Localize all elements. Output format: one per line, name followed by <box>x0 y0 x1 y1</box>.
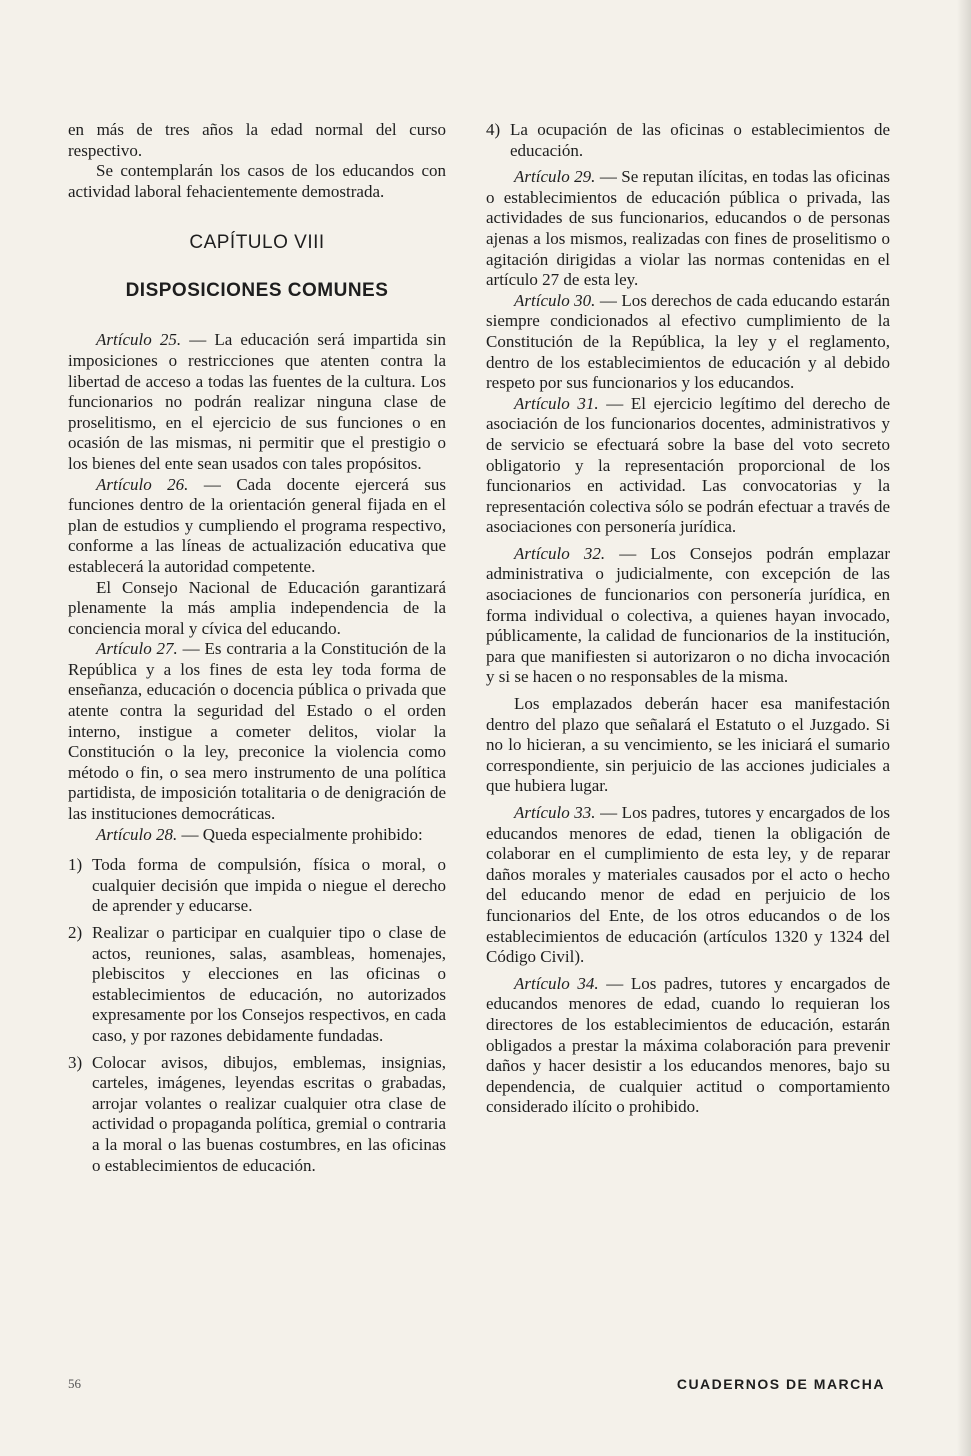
list-item <box>68 1053 446 1177</box>
publication-name: CUADERNOS DE MARCHA <box>676 1376 885 1392</box>
article-27 <box>68 639 446 824</box>
article-label: Artículo 27. <box>96 639 178 659</box>
paragraph: El Consejo Nacional de Educación garantizará plenamente la más amplia independencia de la conciencia moral y cívica del educando. <box>68 577 446 638</box>
section-title: DISPOSICIONES COMUNES <box>125 280 389 302</box>
article-29 <box>486 167 890 291</box>
article-text: — La educación será impartida sin imposiciones o restricciones que atenten contra la libertad de acceso a todas las fuentes de la cultura. Los funcionarios no podrán realizar ninguna clase de proselitismo, en el ejercicio de sus funciones o en ocasión de las mismas, ni permitir que el prestigio o los bienes del ente sean usados con tales propósitos. <box>68 330 447 473</box>
article-text: — Queda especialmente prohibido: <box>177 824 423 844</box>
left-column <box>68 120 446 1176</box>
article-label: Artículo 32. <box>514 543 606 563</box>
paragraph: en más de tres años la edad normal del curso respectivo. <box>68 120 446 160</box>
page-edge <box>957 0 971 1456</box>
article-text: — Los derechos de cada educando estarán siempre condicionados al efectivo cumplimiento de la Constitución de la República, la ley y el reglamento, dentro de los establecimientos de educación y al debido respeto por sus funcionarios y los educandos. <box>486 290 890 393</box>
article-label: Artículo 28. <box>96 824 178 844</box>
article-text: — Los Consejos podrán emplazar administrativa o judicialmente, con excepción de las asociaciones de funcionarios con personería jurídica, en forma individual o colectiva, a quienes hayan invocado, públicamente, la calidad de funcionarios de la institución, para que manifiesten si autorizaron o no dicha invocación y si se hacen o no responsables de la misma. <box>486 543 891 687</box>
article-label: Artículo 34. <box>514 973 599 993</box>
article-28 <box>68 825 446 846</box>
list-number: 1) <box>68 855 83 875</box>
article-33 <box>486 803 890 968</box>
list-text: Colocar avisos, dibujos, emblemas, insignias, carteles, imágenes, leyendas escritas o grabadas, arrojar volantes o realizar cualquier otra clase de actividad o propaganda política, gremial o contraria a la moral o las buenas costumbres, en las oficinas o establecimientos de educación. <box>92 1052 446 1175</box>
article-label: Artículo 29. <box>514 167 596 187</box>
article-32 <box>486 544 890 688</box>
article-text: — Cada docente ejercerá sus funciones dentro de la orientación general fijada en el plan de estudios y cumpliendo el programa respectivo, conforme a las líneas de actualización educativa que establecerá la autoridad competente. <box>68 474 446 576</box>
article-label: Artículo 25. <box>96 330 182 350</box>
article-31 <box>486 394 890 538</box>
article-34 <box>486 974 890 1118</box>
chapter-title: CAPÍTULO VIII <box>189 232 325 254</box>
article-text: — Los padres, tutores y encargados de educandos menores de edad, cuando lo requieran los directores de los establecimientos de educación, estarán obligados a prestar la máxima colaboración para prevenir daños y hacer desistir a los educandos menores, bajo su dependencia, de cualquier actitud o comportamiento considerado ilícito o prohibido. <box>486 973 890 1117</box>
article-label: Artículo 31. <box>514 393 599 413</box>
list-number: 4) <box>486 120 501 139</box>
article-text: — Es contraria a la Constitución de la República y a los fines de esta ley toda forma de enseñanza, educación o docencia pública o privada que atente contra la seguridad del Estado o el orden interno, instigue a cometer delitos, violar la Constitución o la ley, preconice la violencia como método o fin, o sea mero instrumento de una política partidista, de imposición totalitaria o de denigración de las instituciones democráticas. <box>68 639 446 824</box>
paragraph: Los emplazados deberán hacer esa manifestación dentro del plazo que señalará el Estatuto o el Juzgado. Si no lo hicieran, a su vencimiento, se les iniciará el sumario correspondiente, sin perjuicio de las acciones judiciales a que hubiera lugar. <box>486 694 890 796</box>
list-item <box>486 120 890 161</box>
list-text: Realizar o participar en cualquier tipo o clase de actos, reuniones, salas, asambleas, homenajes, plebiscitos y elecciones en las oficinas o establecimientos de educación, no autorizados expresamente por los Consejos respectivos, en cada caso, y por razones debidamente fundadas. <box>92 923 446 1045</box>
list-item <box>68 923 446 1047</box>
list-item <box>68 855 446 917</box>
article-26 <box>68 475 446 578</box>
list-number: 3) <box>68 1052 83 1072</box>
right-column <box>486 120 890 1118</box>
list-number: 2) <box>68 923 83 942</box>
article-text: — El ejercicio legítimo del derecho de asociación de los funcionarios docentes, administrativos y de servicio se efectuará sobre la base del voto secreto obligatorio y la representación proporcional de los funcionarios en actividad. Las convocatorias y la representación colectiva sólo se podrán efectuar a través de asociaciones con personería jurídica. <box>486 393 890 537</box>
article-30 <box>486 291 890 394</box>
article-label: Artículo 33. <box>514 803 596 822</box>
list-text: Toda forma de compulsión, física o moral, o cualquier decisión que impida o niegue el derecho de aprender y educarse. <box>92 855 446 916</box>
page-number: 56 <box>68 1376 81 1391</box>
article-25 <box>68 330 446 474</box>
paragraph: Se contemplarán los casos de los educandos con actividad laboral fehacientemente demostrada. <box>68 161 446 201</box>
article-label: Artículo 26. <box>96 474 189 494</box>
list-text: La ocupación de las oficinas o establecimientos de educación. <box>510 120 890 160</box>
article-text: — Los padres, tutores y encargados de los educandos menores de edad, tienen la obligación de colaborar en el cumplimiento de esta ley, y de reparar daños morales y materiales causados por el acto o hecho del educando menor de edad en perjuicio de los funcionarios del Ente, de los otros educandos o de los establecimientos de educación (artículos 1320 y 1324 del Código Civil). <box>486 803 891 967</box>
article-text: — Se reputan ilícitas, en todas las oficinas o establecimientos de educación pública o privada, las actividades de sus funcionarios, educandos o de personas ajenas a los mismos, realizadas con fines de proselitismo o agitación dirigidas a violar las normas contenidas en el artículo 27 de esta ley. <box>486 167 890 290</box>
article-label: Artículo 30. <box>514 290 596 310</box>
